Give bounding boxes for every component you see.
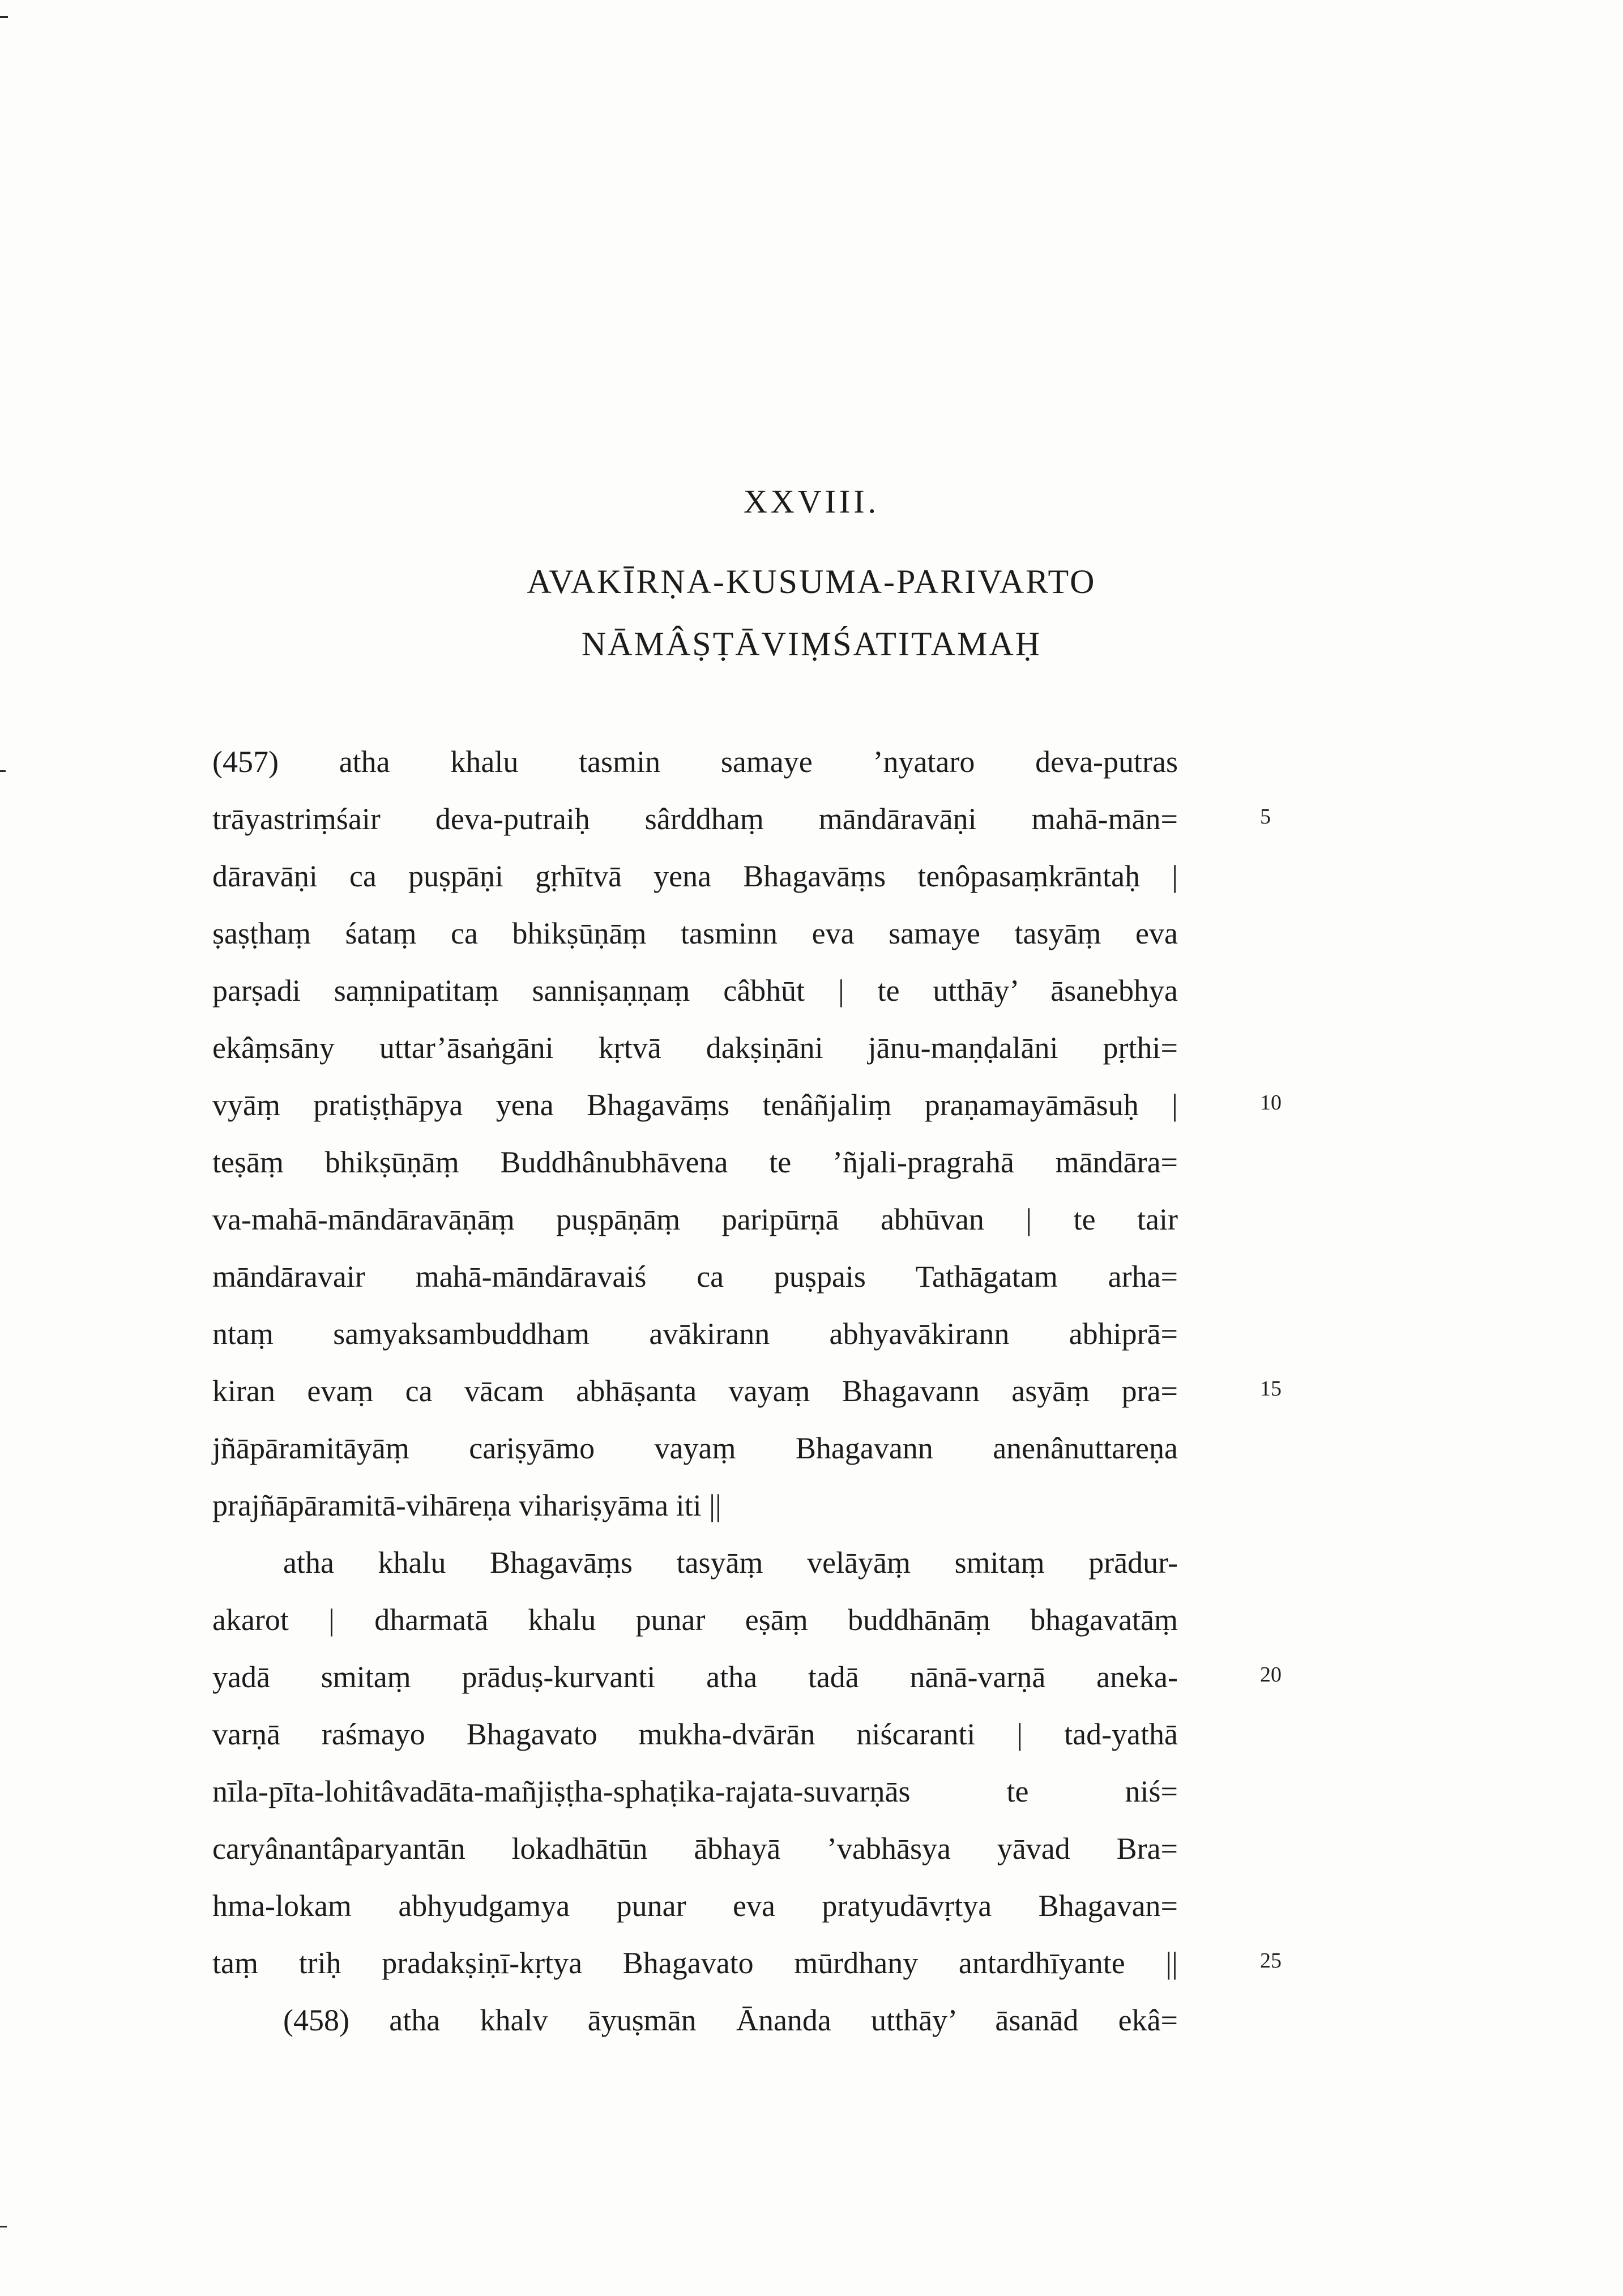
text-line: ṣaṣṭhaṃ śataṃ ca bhikṣūṇāṃ tasminn eva samaye tasyāṃ eva bbox=[212, 916, 1178, 950]
text-line: teṣāṃ bhikṣūṇāṃ Buddhânubhāvena te ’ñjali-pragrahā māndāra= bbox=[212, 1145, 1178, 1179]
text-line: hma-lokam abhyudgamya punar eva pratyudāvṛtya Bhagavan= bbox=[212, 1889, 1178, 1923]
text-line: ekâṃsāny uttar’āsaṅgāni kṛtvā dakṣiṇāni jānu-maṇḍalāni pṛthi= bbox=[212, 1031, 1178, 1065]
margin-line-number: 20 bbox=[1260, 1663, 1282, 1687]
text-line: nīla-pīta-lohitâvadāta-mañjiṣṭha-sphaṭika-rajata-suvarṇās te niś= bbox=[212, 1774, 1178, 1808]
text-line: vyāṃ pratiṣṭhāpya yena Bhagavāṃs tenâñjaliṃ praṇamayāmāsuḥ | bbox=[212, 1088, 1178, 1122]
text-line: parṣadi saṃnipatitaṃ sanniṣaṇṇaṃ câbhūt | te utthāy’ āsanebhya bbox=[212, 974, 1178, 1008]
margin-line-number: 5 bbox=[1260, 805, 1271, 829]
text-line: (457) atha khalu tasmin samaye ’nyataro deva-putras bbox=[212, 745, 1178, 779]
text-line: atha khalu Bhagavāṃs tasyāṃ velāyāṃ smitaṃ prādur- bbox=[283, 1546, 1178, 1580]
text-line: varṇā raśmayo Bhagavato mukha-dvārān niścaranti | tad-yathā bbox=[212, 1717, 1178, 1751]
margin-line-number: 15 bbox=[1260, 1377, 1282, 1401]
text-line: caryânantâparyantān lokadhātūn ābhayā ’vabhāsya yāvad Bra= bbox=[212, 1832, 1178, 1866]
text-line: va-mahā-māndāravāṇāṃ puṣpāṇāṃ paripūrṇā abhūvan | te tair bbox=[212, 1202, 1178, 1236]
text-line: prajñāpāramitā-vihāreṇa vihariṣyāma iti || bbox=[212, 1488, 721, 1522]
chapter-title-line-1: AVAKĪRṆA-KUSUMA-PARIVARTO bbox=[527, 563, 1096, 600]
body-text bbox=[212, 733, 1178, 2049]
scan-edge-mark bbox=[0, 16, 8, 18]
scan-edge-mark bbox=[0, 2226, 7, 2227]
text-line: yadā smitaṃ prāduṣ-kurvanti atha tadā nānā-varṇā aneka- bbox=[212, 1660, 1178, 1694]
text-line: kiran evaṃ ca vācam abhāṣanta vayaṃ Bhagavann asyāṃ pra= bbox=[212, 1374, 1178, 1408]
text-line: ntaṃ samyaksambuddham avākirann abhyavākirann abhiprā= bbox=[212, 1317, 1178, 1351]
text-line: māndāravair mahā-māndāravaiś ca puṣpais Tathāgatam arha= bbox=[212, 1260, 1178, 1294]
text-line: jñāpāramitāyāṃ cariṣyāmo vayaṃ Bhagavann anenânuttareṇa bbox=[212, 1431, 1178, 1465]
margin-line-number: 25 bbox=[1260, 1949, 1282, 1973]
text-line: (458) atha khalv āyuṣmān Ānanda utthāy’ āsanād ekâ= bbox=[283, 2003, 1178, 2037]
scan-edge-mark bbox=[0, 770, 6, 772]
margin-line-number: 10 bbox=[1260, 1091, 1282, 1115]
text-line: trāyastriṃśair deva-putraiḥ sârddhaṃ māndāravāṇi mahā-mān= bbox=[212, 802, 1178, 836]
text-line: taṃ triḥ pradakṣiṇī-kṛtya Bhagavato mūrdhany antardhīyante || bbox=[212, 1946, 1178, 1980]
chapter-title-line-2: NĀMÂṢṬĀVIṂŚATITAMAḤ bbox=[581, 625, 1042, 663]
text-line: dāravāṇi ca puṣpāṇi gṛhītvā yena Bhagavāṃs tenôpasaṃkrāntaḥ | bbox=[212, 859, 1178, 893]
chapter-number: XXVIII. bbox=[743, 483, 880, 520]
text-line: akarot | dharmatā khalu punar eṣāṃ buddhānāṃ bhagavatāṃ bbox=[212, 1603, 1178, 1637]
